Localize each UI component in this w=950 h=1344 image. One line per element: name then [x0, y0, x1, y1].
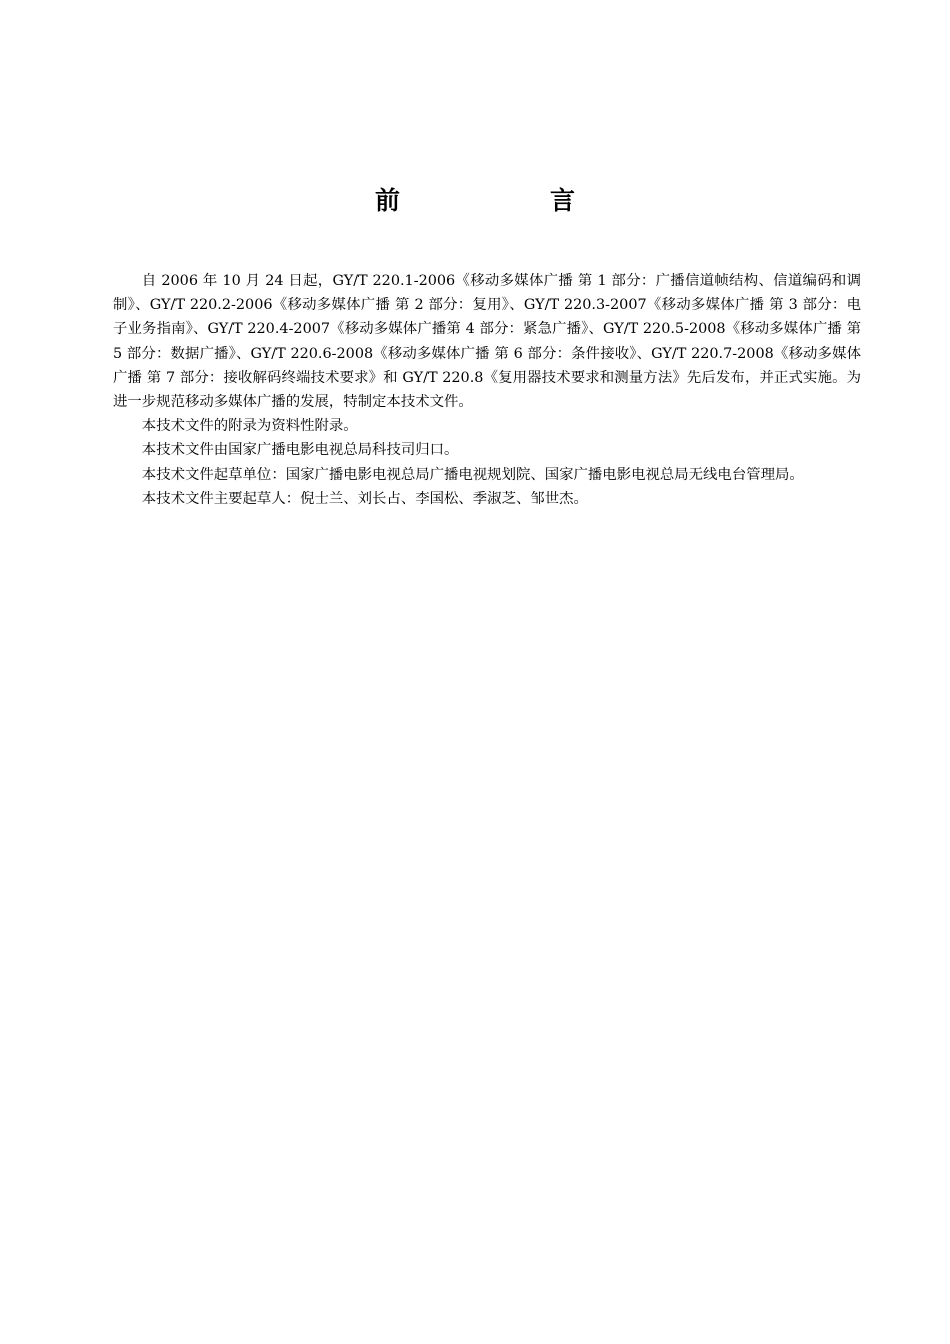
paragraph-background: 自 2006 年 10 月 24 日起，GY/T 220.1-2006《移动多媒体广播 第 1 部分：广播信道帧结构、信道编码和调制》、GY/T 220.2-2006《移动多媒体广播 第 2 部分：复用》、GY/T 220.3-2007《移动多媒体广播 第 3 部分：电子业务指南》、GY/T 220.4-2007《移动多媒体广播第 4 部分：紧急广播》、GY/T 220.5-2008《移动多媒体广播 第 5 部分：数据广播》、GY/T 220.6-2008《移动多媒体广播 第 6 部分：条件接收》、GY/T 220.7-2008《移动多媒体广播 第 7 部分：接收解码终端技术要求》和 GY/T 220.8《复用器技术要求和测量方法》先后发布，并正式实施。为进一步规范移动多媒体广播的发展，特制定本技术文件。	[113, 273, 861, 411]
paragraph-authority: 本技术文件由国家广播电影电视总局科技司归口。	[141, 442, 459, 459]
foreword-body	[113, 269, 861, 511]
page-title: 前 言	[374, 186, 638, 215]
paragraph-appendix: 本技术文件的附录为资料性附录。	[141, 418, 358, 435]
paragraph-drafting-units: 本技术文件起草单位：国家广播电影电视总局广播电视规划院、国家广播电影电视总局无线电台管理局。	[141, 466, 804, 483]
paragraph-drafters: 本技术文件主要起草人：倪士兰、刘长占、李国松、季淑芝、邹世杰。	[141, 490, 588, 507]
